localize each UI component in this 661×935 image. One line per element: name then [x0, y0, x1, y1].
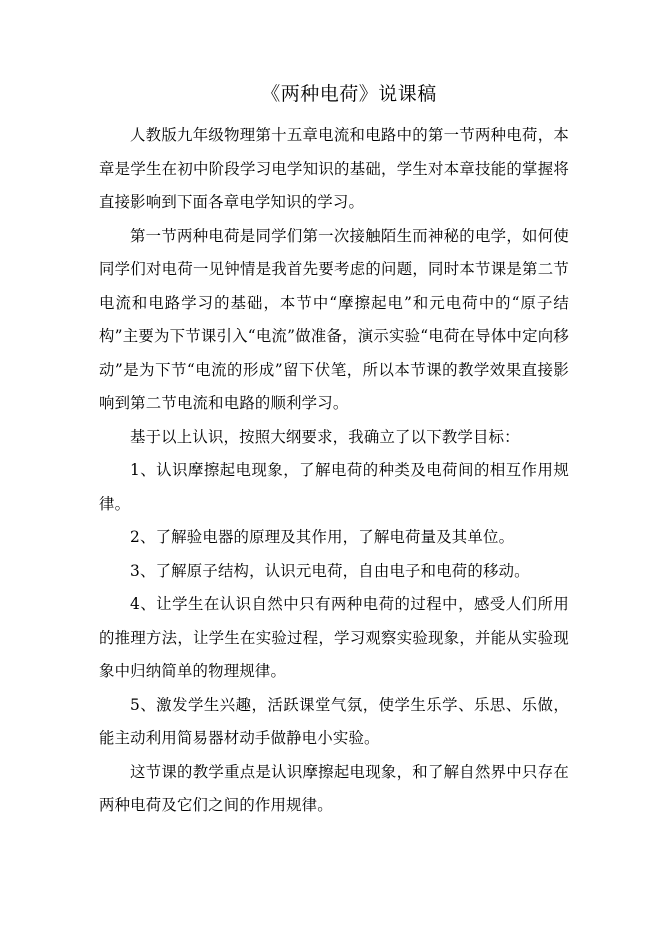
goal-item-4: 4、让学生在认识自然中只有两种电荷的过程中，感受人们所用的推理方法，让学生在实验过程，学习观察实验现象，并能从实验现象中归纳简单的物理规律。: [99, 595, 569, 680]
paragraph-section-one: 第一节两种电荷是同学们第一次接触陌生而神秘的电学，如何使同学们对电荷一见钟情是我首先要考虑的问题，同时本节课是第二节电流和电路学习的基础，本节中“摩擦起电”和元电荷中的“原子结构”主要为下节课引入“电流”做准备，演示实验“电荷在导体中定向移动”是为下节“电流的形成”留下伏笔，所以本节课的教学效果直接影响到第二节电流和电路的顺利学习。: [99, 226, 569, 412]
paragraph-key-points: 这节课的教学重点是认识摩擦起电现象，和了解自然界中只存在两种电荷及它们之间的作用规律。: [99, 762, 569, 814]
goal-item-3: 3、了解原子结构，认识元电荷，自由电子和电荷的移动。: [130, 561, 530, 580]
goal-item-5: 5、激发学生兴趣，活跃课堂气氛，使学生乐学、乐思、乐做，能主动利用简易器材动手做静电小实验。: [99, 695, 569, 747]
goal-item-2: 2、了解验电器的原理及其作用，了解电荷量及其单位。: [130, 528, 515, 546]
paragraph-intro: 人教版九年级物理第十五章电流和电路中的第一节两种电荷，本章是学生在初中阶段学习电学知识的基础，学生对本章技能的掌握将直接影响到下面各章电学知识的学习。: [99, 126, 569, 211]
document-page: [99, 80, 569, 823]
document-title: 《两种电荷》说课稿: [261, 83, 437, 105]
paragraph-goals-intro: 基于以上认识，按照大纲要求，我确立了以下教学目标：: [130, 427, 520, 446]
goal-item-1: 1、认识摩擦起电现象，了解电荷的种类及电荷间的相互作用规律。: [99, 461, 569, 513]
